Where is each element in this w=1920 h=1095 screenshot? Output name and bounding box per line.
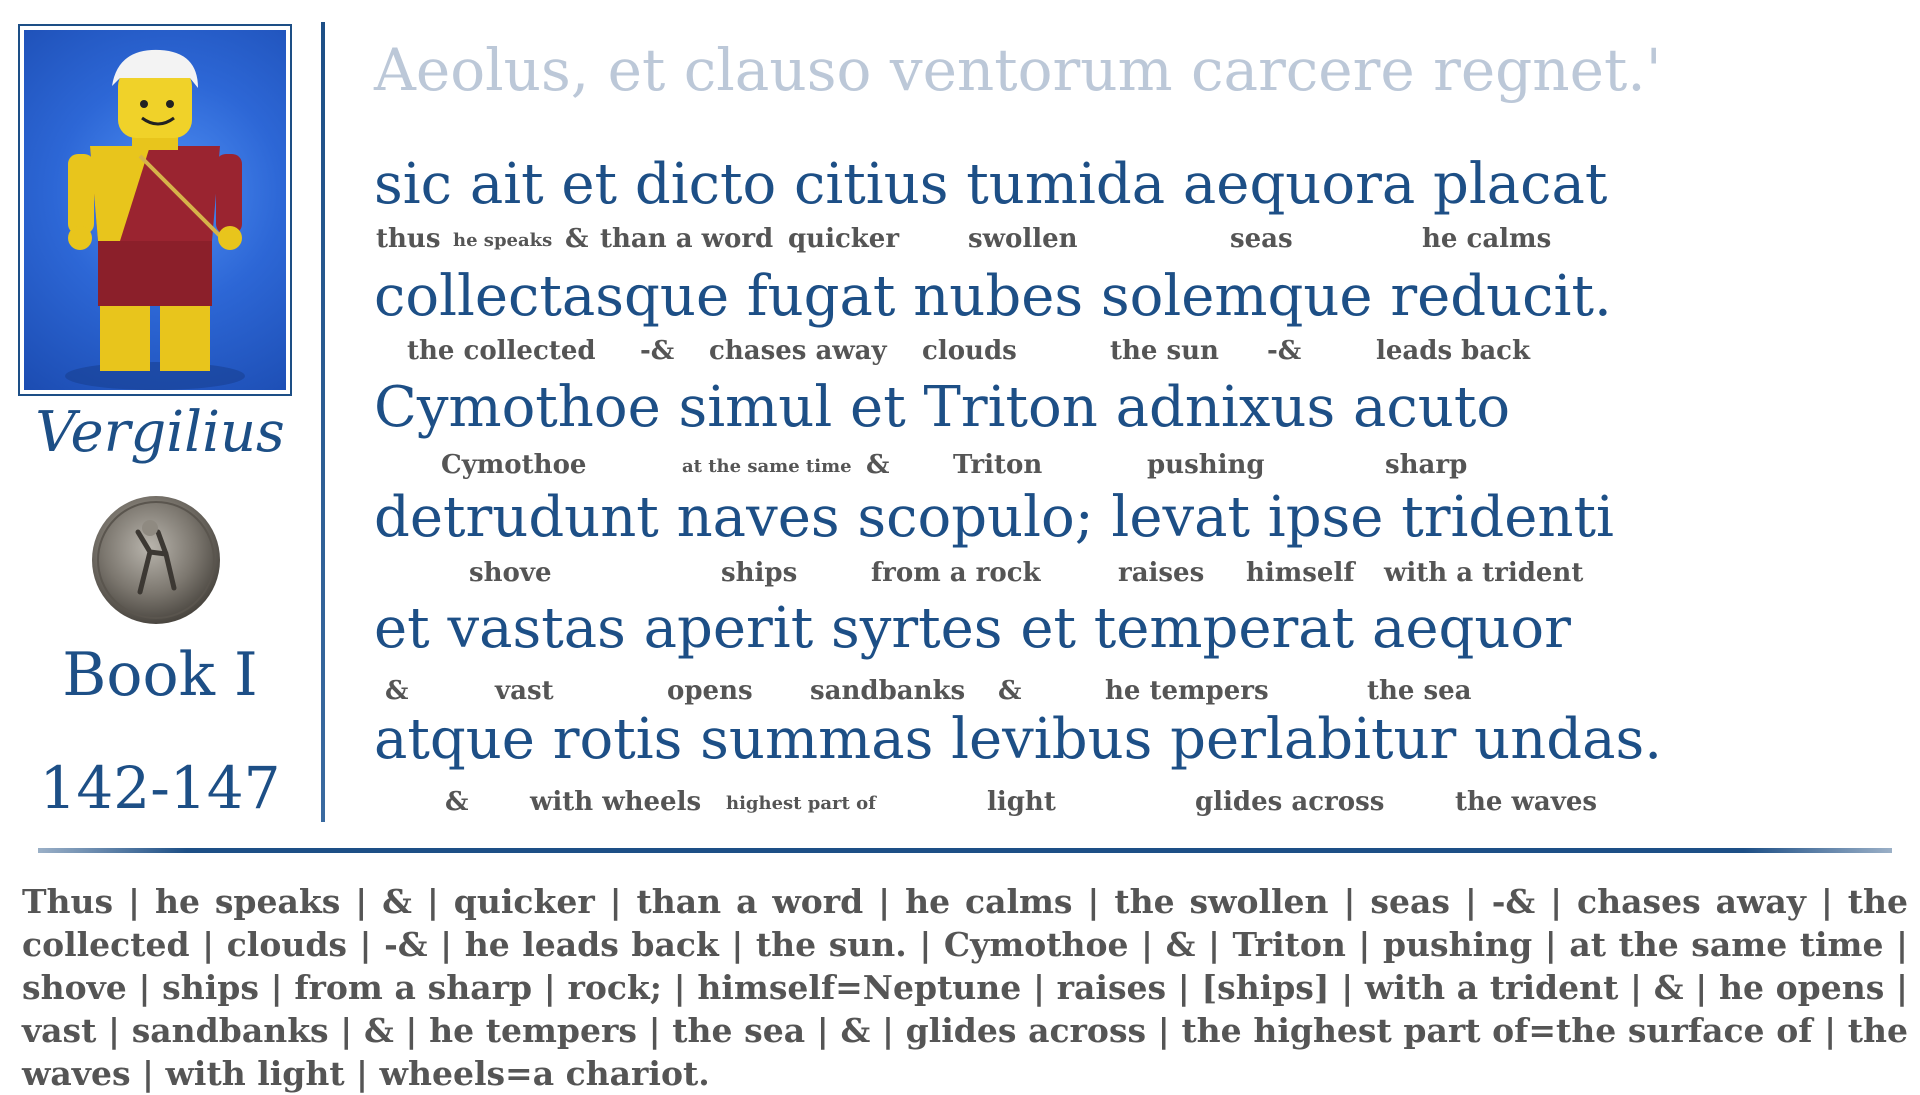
gloss-word: seas — [1230, 224, 1293, 254]
gloss-word: opens — [667, 676, 753, 706]
latin-line-6: atque rotis summas levibus perlabitur undas. — [374, 707, 1663, 772]
gloss-word: Triton — [953, 450, 1043, 480]
gloss-word: sandbanks — [810, 676, 966, 706]
gloss-word: clouds — [922, 336, 1017, 366]
gloss-word: & — [998, 676, 1022, 706]
gloss-word: with wheels — [530, 787, 702, 817]
gloss-word: swollen — [968, 224, 1078, 254]
gloss-word: & — [385, 676, 409, 706]
gloss-word: highest part of — [726, 793, 876, 814]
gloss-word: -& — [1267, 336, 1302, 366]
gloss-word: shove — [469, 558, 552, 588]
gloss-word: sharp — [1385, 450, 1468, 480]
gloss-word: at the same time — [682, 456, 852, 477]
gloss-word: the waves — [1455, 787, 1598, 817]
latin-line-3: Cymothoe simul et Triton adnixus acuto — [374, 375, 1511, 440]
gloss-word: pushing — [1147, 450, 1265, 480]
gloss-word: -& — [640, 336, 675, 366]
gloss-word: & — [445, 787, 469, 817]
gloss-word: he speaks — [453, 230, 553, 251]
gloss-word: ships — [721, 558, 798, 588]
gloss-word: than a word — [600, 224, 774, 254]
gloss-word: with a trident — [1384, 558, 1584, 588]
gloss-word: raises — [1118, 558, 1205, 588]
gloss-word: vast — [495, 676, 554, 706]
gloss-word: quicker — [788, 224, 900, 254]
gloss-word: Cymothoe — [441, 450, 587, 480]
latin-line-4: detrudunt naves scopulo; levat ipse tridenti — [374, 485, 1614, 550]
book-label: Book I — [62, 640, 258, 710]
gloss-word: himself — [1246, 558, 1355, 588]
gloss-word: leads back — [1376, 336, 1531, 366]
line-range: 142-147 — [39, 754, 281, 822]
gloss-word: the collected — [407, 336, 596, 366]
latin-line-2: collectasque fugat nubes solemque reducit. — [374, 264, 1612, 329]
previous-line: Aeolus, et clauso ventorum carcere regnet.' — [374, 36, 1662, 104]
latin-line-1: sic ait et dicto citius tumida aequora placat — [374, 152, 1608, 217]
gloss-word: thus — [376, 224, 441, 254]
author-name: Vergilius — [35, 400, 285, 465]
gloss-word: the sun — [1110, 336, 1219, 366]
translation-paragraph: Thus | he speaks | & | quicker | than a word | he calms | the swollen | seas | -& | chases away | the collected | clouds | -& | he leads back | the sun. | Cymothoe | & | Triton | pushing | at the same time | shove | ships | from a sharp | rock; | himself=Neptune | raises | [ships] | with a trident | & | he opens | vast | sandbanks | & | he tempers | the sea | & | glides across | the highest part of=the surface of | the waves | with light | wheels=a chariot. — [22, 882, 1908, 1093]
gloss-word: from a rock — [871, 558, 1041, 588]
gloss-word: he tempers — [1105, 676, 1269, 706]
gloss-word: glides across — [1195, 787, 1385, 817]
gloss-word: light — [987, 787, 1056, 817]
gloss-word: chases away — [709, 336, 887, 366]
gloss-word: he calms — [1422, 224, 1552, 254]
gloss-word: the sea — [1367, 676, 1472, 706]
latin-line-5: et vastas aperit syrtes et temperat aequor — [374, 596, 1571, 661]
gloss-word: & — [565, 224, 589, 254]
horizontal-divider — [38, 848, 1892, 853]
gloss-word: & — [866, 450, 890, 480]
